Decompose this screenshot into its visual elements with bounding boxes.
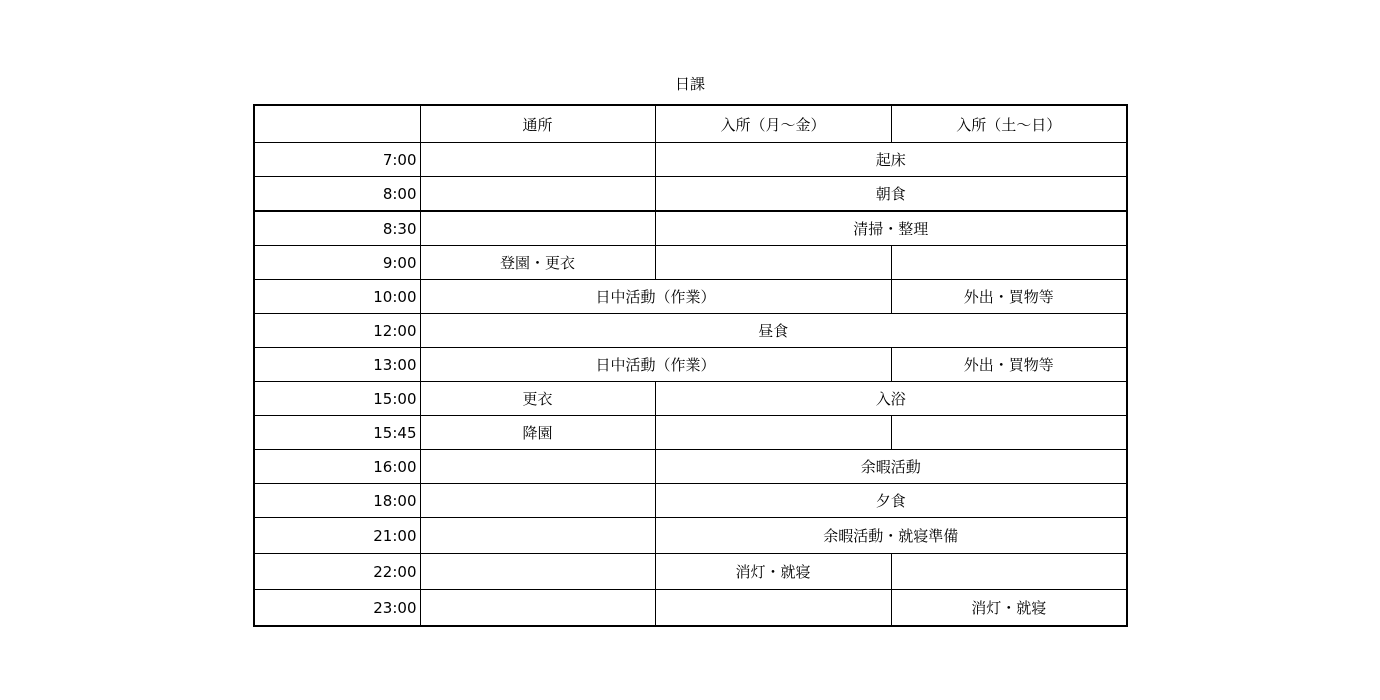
time-cell: 18:00 bbox=[254, 484, 420, 518]
activity-cell bbox=[891, 554, 1127, 590]
time-cell: 10:00 bbox=[254, 280, 420, 314]
activity-cell bbox=[420, 177, 655, 212]
schedule-row bbox=[254, 382, 1127, 416]
time-cell: 23:00 bbox=[254, 590, 420, 627]
activity-cell: 日中活動（作業） bbox=[420, 348, 891, 382]
activity-cell: 余暇活動・就寝準備 bbox=[655, 518, 1127, 554]
activity-cell: 消灯・就寝 bbox=[655, 554, 891, 590]
activity-cell bbox=[891, 416, 1127, 450]
activity-cell bbox=[420, 143, 655, 177]
time-cell: 15:00 bbox=[254, 382, 420, 416]
activity-cell: 降園 bbox=[420, 416, 655, 450]
time-cell: 16:00 bbox=[254, 450, 420, 484]
activity-cell: 入浴 bbox=[655, 382, 1127, 416]
activity-cell: 消灯・就寝 bbox=[891, 590, 1127, 627]
header-cell-time bbox=[254, 105, 420, 143]
schedule-row bbox=[254, 450, 1127, 484]
activity-cell: 朝食 bbox=[655, 177, 1127, 212]
time-cell: 8:00 bbox=[254, 177, 420, 212]
activity-cell: 清掃・整理 bbox=[655, 211, 1127, 246]
header-cell-residential-weekday: 入所（月～金） bbox=[655, 105, 891, 143]
schedule-row bbox=[254, 246, 1127, 280]
time-cell: 8:30 bbox=[254, 211, 420, 246]
time-cell: 22:00 bbox=[254, 554, 420, 590]
activity-cell bbox=[655, 246, 891, 280]
activity-cell bbox=[891, 246, 1127, 280]
time-cell: 9:00 bbox=[254, 246, 420, 280]
schedule-body bbox=[254, 105, 1127, 626]
schedule-row bbox=[254, 314, 1127, 348]
activity-cell bbox=[420, 211, 655, 246]
schedule-row bbox=[254, 143, 1127, 177]
schedule-row bbox=[254, 211, 1127, 246]
activity-cell: 昼食 bbox=[420, 314, 1127, 348]
activity-cell: 日中活動（作業） bbox=[420, 280, 891, 314]
activity-cell bbox=[420, 590, 655, 627]
activity-cell bbox=[655, 416, 891, 450]
time-cell: 21:00 bbox=[254, 518, 420, 554]
schedule-row bbox=[254, 518, 1127, 554]
schedule-table bbox=[253, 104, 1128, 627]
schedule-row bbox=[254, 280, 1127, 314]
time-cell: 15:45 bbox=[254, 416, 420, 450]
activity-cell bbox=[420, 450, 655, 484]
activity-cell: 外出・買物等 bbox=[891, 348, 1127, 382]
time-cell: 7:00 bbox=[254, 143, 420, 177]
activity-cell: 外出・買物等 bbox=[891, 280, 1127, 314]
header-cell-day-service: 通所 bbox=[420, 105, 655, 143]
header-cell-residential-weekend: 入所（土～日） bbox=[891, 105, 1127, 143]
page-title: 日課 bbox=[674, 75, 705, 93]
time-cell: 13:00 bbox=[254, 348, 420, 382]
schedule-row bbox=[254, 554, 1127, 590]
schedule-row bbox=[254, 348, 1127, 382]
activity-cell bbox=[420, 518, 655, 554]
schedule-row bbox=[254, 484, 1127, 518]
time-cell: 12:00 bbox=[254, 314, 420, 348]
schedule-row bbox=[254, 416, 1127, 450]
activity-cell: 更衣 bbox=[420, 382, 655, 416]
activity-cell: 夕食 bbox=[655, 484, 1127, 518]
header-row bbox=[254, 105, 1127, 143]
activity-cell: 起床 bbox=[655, 143, 1127, 177]
activity-cell: 登園・更衣 bbox=[420, 246, 655, 280]
schedule-row bbox=[254, 590, 1127, 627]
activity-cell: 余暇活動 bbox=[655, 450, 1127, 484]
schedule-row bbox=[254, 177, 1127, 212]
activity-cell bbox=[420, 484, 655, 518]
activity-cell bbox=[655, 590, 891, 627]
activity-cell bbox=[420, 554, 655, 590]
